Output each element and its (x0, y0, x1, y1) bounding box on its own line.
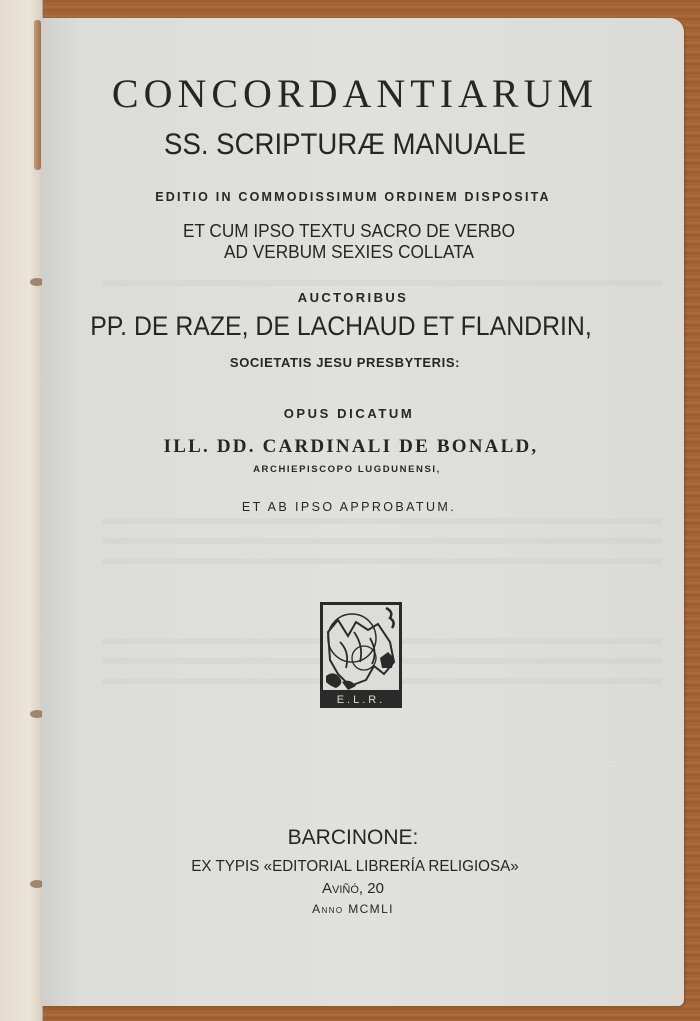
imprint-city: BARCINONE: (287, 826, 419, 849)
imprint-printer: EX TYPIS «EDITORIAL LIBRERÍA RELIGIOSA» (191, 858, 519, 875)
authors: PP. DE RAZE, DE LACHAUD ET FLANDRIN, (90, 311, 592, 341)
dedicatee-title: ARCHIEPISCOPO LUGDUNENSI, (253, 464, 441, 475)
authors-label: AUCTORIBUS (297, 290, 409, 305)
show-through-text (102, 538, 662, 544)
printer-device-emblem-icon (320, 602, 402, 708)
approval-line: ET AB IPSO APPROBATUM. (241, 500, 457, 514)
show-through-text (102, 518, 662, 524)
collation-line: AD VERBUM SEXIES COLLATA (224, 241, 474, 262)
book-title: CONCORDANTIARUM (111, 71, 599, 116)
dedication-label: OPUS DICATUM (283, 406, 415, 421)
printer-initials: E.L.R. (336, 694, 386, 706)
edition-line: EDITIO IN COMMODISSIMUM ORDINEM DISPOSITA (155, 190, 551, 204)
imprint-address: Aviñó, 20 (322, 880, 384, 897)
book-subtitle: SS. SCRIPTURÆ MANUALE (164, 128, 526, 161)
show-through-text (102, 280, 662, 286)
title-page (42, 18, 684, 1006)
imprint-year: Anno MCMLI (312, 902, 394, 916)
show-through-text (102, 558, 662, 564)
collation-line: ET CUM IPSO TEXTU SACRO DE VERBO (182, 220, 516, 241)
dedicatee: ILL. DD. CARDINALI DE BONALD, (163, 436, 539, 457)
authors-affiliation: SOCIETATIS JESU PRESBYTERIS: (229, 355, 461, 370)
collation-block (50, 220, 647, 262)
